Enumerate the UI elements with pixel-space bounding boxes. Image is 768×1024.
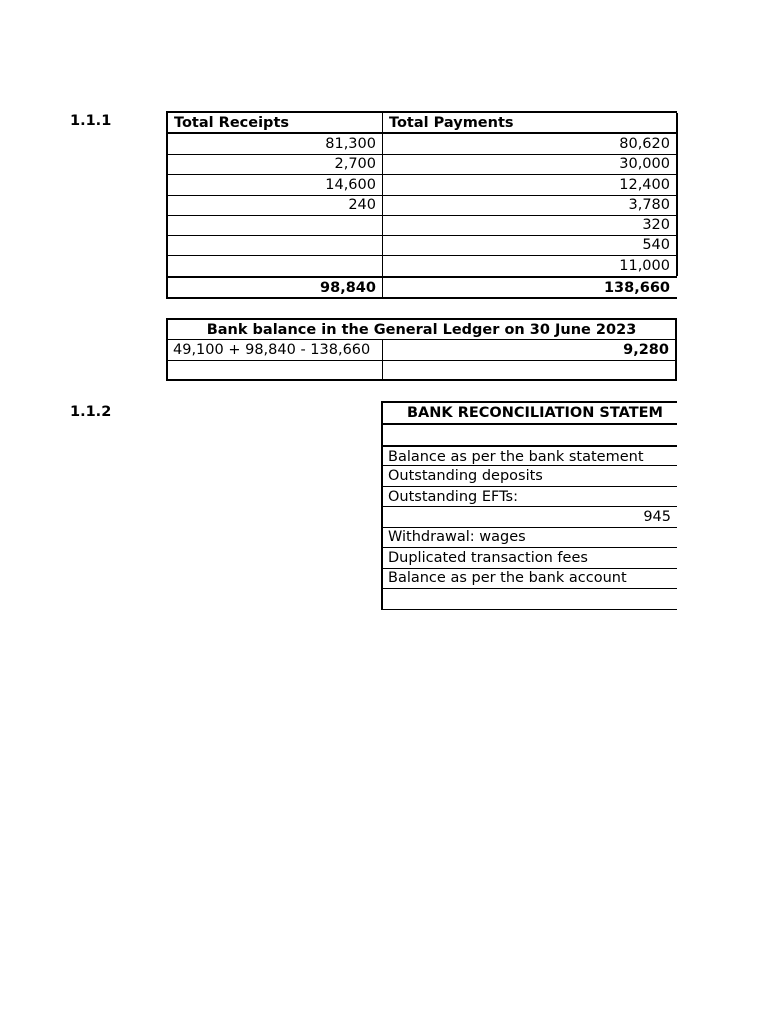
payment-cell: 80,620 [619,136,670,152]
bank-reconciliation-statement [381,401,677,610]
total-receipts-value: 98,840 [320,280,376,296]
table-row [168,195,677,215]
reconciliation-value: 945 [643,509,671,525]
table-row [168,235,677,255]
reconciliation-label: Outstanding EFTs: [388,489,518,505]
reconciliation-row [383,447,677,467]
payment-cell: 30,000 [619,156,670,172]
bank-balance-result: 9,280 [623,342,669,358]
reconciliation-row [383,507,677,527]
payment-cell: 11,000 [619,258,670,274]
reconciliation-label: Balance as per the bank statement [388,449,644,465]
total-payments-value: 138,660 [603,280,670,296]
bank-balance-table [166,318,677,381]
receipt-cell: 2,700 [334,156,376,172]
table-row [168,175,677,195]
table-header-row [168,113,677,133]
receipts-payments-table [166,111,677,299]
receipt-cell [168,256,382,276]
totals-row [168,278,677,298]
receipt-cell [168,235,382,255]
bank-balance-calc-row [168,340,675,360]
payment-cell: 12,400 [619,177,670,193]
question-number-1-1-1: 1.1.1 [70,113,112,129]
reconciliation-row [383,589,677,609]
payment-cell: 3,780 [628,197,670,213]
reconciliation-title-row [383,403,677,423]
table-row [168,134,677,154]
bank-balance-title: Bank balance in the General Ledger on 30 June 2023 [206,322,637,338]
column-header-total-receipts: Total Receipts [174,115,290,131]
column-header-total-payments: Total Payments [389,115,514,131]
table-row [168,154,677,174]
reconciliation-row [383,568,677,588]
reconciliation-label: Balance as per the bank account [388,570,627,586]
bank-balance-title-row [168,320,675,340]
table-row [168,256,677,276]
payment-cell: 320 [642,217,670,233]
receipt-cell: 240 [348,197,376,213]
receipt-cell: 14,600 [325,177,376,193]
reconciliation-label: Withdrawal: wages [388,529,526,545]
reconciliation-label: Duplicated transaction fees [388,550,588,566]
reconciliation-label [383,589,677,609]
receipt-cell [168,215,382,235]
reconciliation-row [383,466,677,486]
question-number-1-1-2: 1.1.2 [70,404,112,420]
reconciliation-row [383,548,677,568]
reconciliation-row [383,527,677,547]
reconciliation-label: Outstanding deposits [388,468,543,484]
bank-balance-calculation: 49,100 + 98,840 - 138,660 [173,342,371,358]
receipt-cell: 81,300 [325,136,376,152]
reconciliation-title: BANK RECONCILIATION STATEM [407,405,663,421]
reconciliation-row [383,487,677,507]
table-row [168,215,677,235]
payment-cell: 540 [642,237,670,253]
